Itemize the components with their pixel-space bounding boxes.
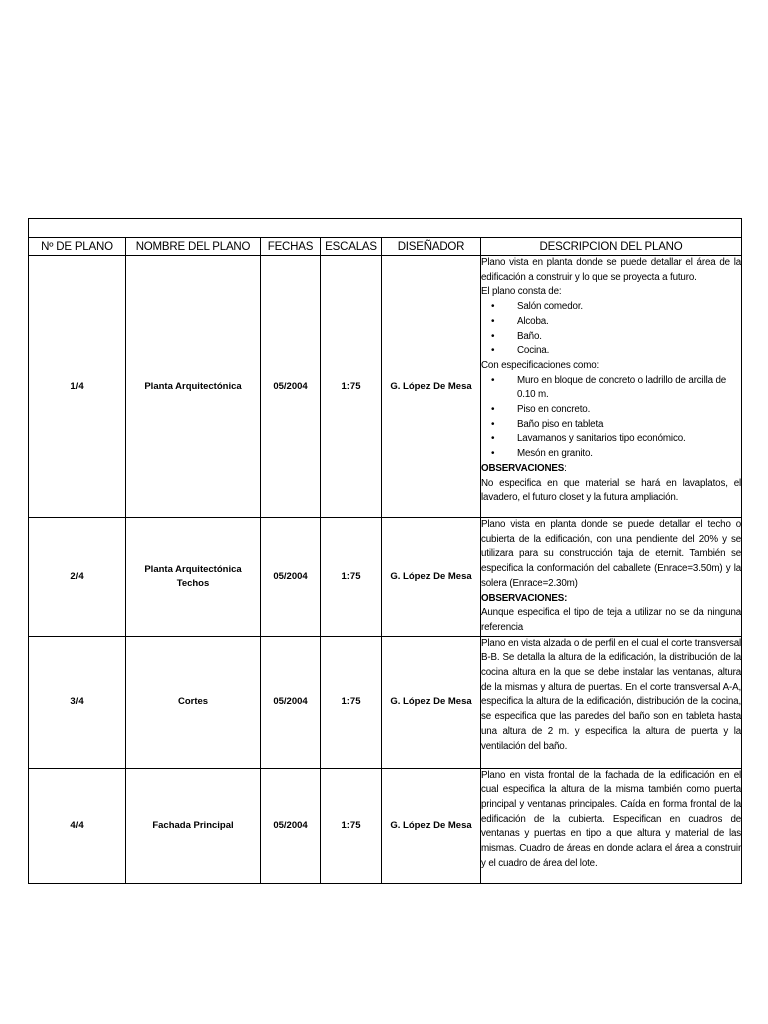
header-escalas: ESCALAS <box>321 238 382 256</box>
desc-observaciones-text: Aunque especifica el tipo de teja a utilizar no se da ninguna referencia <box>481 607 742 633</box>
cell-disenador: G. López De Mesa <box>382 768 481 883</box>
table-row <box>29 636 742 768</box>
header-row <box>29 238 742 256</box>
cell-nombre: Cortes <box>126 636 261 768</box>
header-nombre: NOMBRE DEL PLANO <box>126 238 261 256</box>
desc-espec-label: Con especificaciones como: <box>481 359 600 371</box>
desc-intro: Plano vista en planta donde se puede detallar el techo o cubierta de la edificación, con una pendiente del 20% y se utilizara para su construcción taja de eternit. También se especifica la conformación del caballete (Enrace=3.50m) y la solera (Enrace=2.30m) <box>481 519 742 589</box>
desc-consta-label: El plano consta de: <box>481 286 562 298</box>
consta-list <box>481 300 741 359</box>
header-fechas: FECHAS <box>261 238 321 256</box>
cell-nombre <box>126 518 261 637</box>
nombre-line: Planta Arquitectónica <box>144 563 242 575</box>
header-disenador: DISEÑADOR <box>382 238 481 256</box>
cell-descripcion <box>481 256 742 518</box>
cell-disenador: G. López De Mesa <box>382 636 481 768</box>
blank-title-cell <box>29 219 742 238</box>
cell-nombre: Planta Arquitectónica <box>126 256 261 518</box>
cell-escala: 1:75 <box>321 768 382 883</box>
cell-escala: 1:75 <box>321 256 382 518</box>
cell-numero: 1/4 <box>29 256 126 518</box>
cell-numero: 4/4 <box>29 768 126 883</box>
list-item: • Piso en concreto. <box>517 403 741 418</box>
observaciones-label: OBSERVACIONES <box>481 462 565 474</box>
espec-list <box>481 374 741 462</box>
header-numero: Nº DE PLANO <box>29 238 126 256</box>
list-item: • Lavamanos y sanitarios tipo económico. <box>517 432 741 447</box>
cell-fecha: 05/2004 <box>261 768 321 883</box>
list-item: • Muro en bloque de concreto o ladrillo de arcilla de 0.10 m. <box>517 374 741 403</box>
observaciones-colon: : <box>564 462 567 474</box>
table-row <box>29 256 742 518</box>
list-item: • Cocina. <box>517 344 741 359</box>
list-item: • Mesón en granito. <box>517 447 741 462</box>
list-item: • Alcoba. <box>517 315 741 330</box>
cell-descripcion <box>481 768 742 883</box>
list-item: • Baño. <box>517 330 741 345</box>
desc-observaciones-heading <box>481 462 741 477</box>
cell-numero: 2/4 <box>29 518 126 637</box>
list-item: • Baño piso en tableta <box>517 418 741 433</box>
cell-nombre: Fachada Principal <box>126 768 261 883</box>
cell-disenador: G. López De Mesa <box>382 518 481 637</box>
table-title-row <box>29 219 742 238</box>
desc-observaciones-text: No especifica en que material se hará en lavaplatos, el lavadero, el futuro closet y la futura ampliación. <box>481 477 742 504</box>
table-row <box>29 518 742 637</box>
table-row <box>29 768 742 883</box>
cell-numero: 3/4 <box>29 636 126 768</box>
observaciones-label: OBSERVACIONES: <box>481 592 568 604</box>
cell-escala: 1:75 <box>321 518 382 637</box>
nombre-line: Techos <box>176 577 210 589</box>
cell-escala: 1:75 <box>321 636 382 768</box>
desc-intro: Plano vista en planta donde se puede detallar el área de la edificación a construir y lo que se proyecta a futuro. <box>481 257 742 283</box>
cell-descripcion <box>481 518 742 637</box>
desc-intro: Plano en vista frontal de la fachada de la edificación en el cual especifica la altura de la misma también como puerta principal y ventanas principales. Caída en forma frontal de la edificación de la cubierta. Especifican en cuadros de ventanas y puertas en tipo a que altura y material de las mismas. Cuadro de áreas en donde aclara el área a construir y el cuadro de área del lote. <box>481 769 742 869</box>
header-descripcion: DESCRIPCION DEL PLANO <box>481 238 742 256</box>
cell-fecha: 05/2004 <box>261 636 321 768</box>
cell-fecha: 05/2004 <box>261 256 321 518</box>
cell-fecha: 05/2004 <box>261 518 321 637</box>
cell-descripcion <box>481 636 742 768</box>
planos-table <box>28 218 742 884</box>
list-item: • Salón comedor. <box>517 300 741 315</box>
desc-intro: Plano en vista alzada o de perfil en el cual el corte transversal B-B. Se detalla la altura de la edificación, la distribución de la cocina altura en la que se debe instalar las ventanas, altura de la mismas y altura de puertas. En el corte transversal A-A, especifica la altura de la edificación, distribución de la cocina, se especifica que las paredes del baño son en tableta hasta una altura de 2 m. y especifica la altura de puerta y la ventilación del baño. <box>481 637 742 752</box>
cell-disenador: G. López De Mesa <box>382 256 481 518</box>
